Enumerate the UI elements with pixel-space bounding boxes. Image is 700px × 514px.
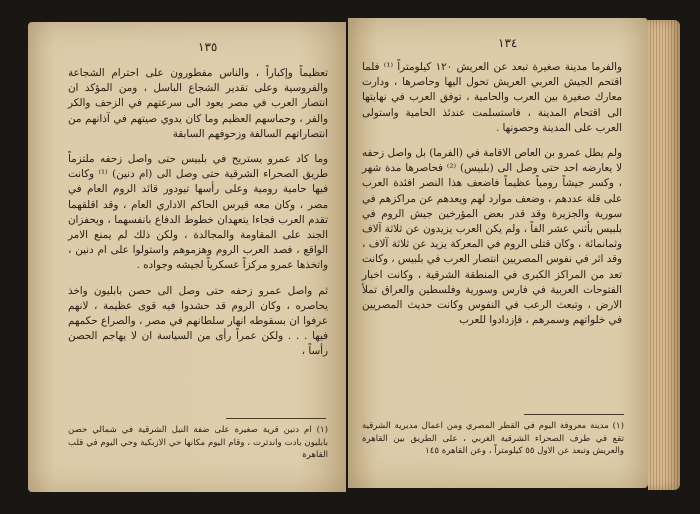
paragraph: والفرما مدينة صغيرة تبعد عن العريش ١٢٠ كيلومتراً ⁽¹⁾ فلما اقتحم الجيش العربي العريش تحول اليها وحاصرها ، ودارت معارك صغيرة بين العرب والحامية ، توفق العرب في نهايتها الى اقتحام المدينة ، فاستسلمت عندئذ الحامية واستولى العرب على المدينة وحصونها . bbox=[362, 61, 622, 134]
paragraph: وما كاد عمرو يستريح في بلبيس حتى واصل زحفه ملتزماً طريق الصحراء الشرقية حتى وصل الى (ام دنين) ⁽¹⁾ وكانت فيها حامية رومية وعلى رأسها تيودور قائد الروم العام في مصر ، وكان معه قيرس الحاكم الاداري العام ، وقد اقلقهما تقدم العرب فجاءا يتعهدان خطوط الدفاع بانفسهما ، ويحفزان الجند على المقاومة والمجالدة ، ولكن ذلك لم يمنع الامر الواقع ، فصد العرب الروم وهزموهم واستولوا على ام دنين ، واتخذها عمرو مركزاً عسكرياً لجيشه وجواده . bbox=[68, 153, 328, 272]
body-text bbox=[68, 66, 328, 370]
footnote-divider bbox=[524, 414, 624, 415]
footnote-divider bbox=[226, 418, 326, 419]
paragraph: تعظيماً وإكباراً ، والناس مفطورون على احترام الشجاعة والفروسية وعلى تقدير الشجاع الباسل ، ومن المؤكد ان انتصار العرب في مصر يعود الى سرعتهم في الزحف والكر والفر ، وحماسهم العظيم وما كان يدوي صيتهم في آذانهم من انتصاراتهم السالفة وزحوفهم السابقة bbox=[68, 67, 328, 140]
right-page bbox=[348, 18, 648, 488]
page-number: ١٣٥ bbox=[198, 40, 218, 54]
left-page bbox=[28, 22, 346, 492]
page-number: ١٣٤ bbox=[498, 36, 518, 50]
open-book bbox=[18, 14, 668, 502]
page-edges bbox=[648, 20, 680, 490]
paragraph: ثم واصل عمرو زحفه حتى وصل الى حصن بابليون واخذ يحاصره ، وكان الروم قد حشدوا فيه قوى عظيمة ، لانهم عرفوا ان بسقوطه انهار سلطانهم في مصر ، والصراع حكمهم فيها . . . ولكن عمراً رأى من السياسة ان لا يهاجم الحصن رأساً ، bbox=[68, 284, 328, 358]
footnote: (١) ام دنين قرية صغيرة على ضفة النيل الشرقية في شمالي حصن بابليون بادت واندثرت ، وقام اليوم مكانها حي الازبكية وحي اليوم في قلب القاهرة bbox=[68, 425, 328, 460]
footnote: (١) مدينة معروفة اليوم في القطر المصري ومن اعمال مديرية الشرقية تقع في طرف الصحراء الشرقية الغربي ، على الطريق بين القاهرة والعريش وتبعد عن الاول ٥٥ كيلومتراً ، وعن القاهرة ١٤٥ bbox=[362, 421, 624, 456]
paragraph: ولم يطل عمرو بن العاص الاقامة في (الفرما) بل واصل زحفه لا يعارضه احد حتى وصل الى (بلبيس) ⁽²⁾ فحاصرها مدة شهر ، وكسر جيشاً رومياً عظيماً فاضعف هذا النصر افئدة العرب على قلة عددهم ، وضعف موارد لهم ويعدهم عن مراكزهم في سورية والجزيرة وقد قدر بعض المؤرخين جيش الروم في بلبيس بأثني عشر الفاً ، ولم يكن العرب يزيدون عن ثلاثة آلاف وثمانمائة ، وكان قتلى الروم في المعركة يزيد عن ثلاثة آلاف ، وقد اثر في نفوس المصريين انتصار العرب في بلبيس ، وكانت تعد من المراكز الكبرى في المنطقة الشرقية ، وكانت اخبار الفتوحات العربية في فارس وسورية وفلسطين والعراق تملأ الارض ، وتبعث الرعب في النفوس وكانت حديث المصريين في خلواتهم وسمرهم ، فإزدادوا للعرب bbox=[362, 147, 623, 327]
body-text bbox=[362, 60, 622, 338]
